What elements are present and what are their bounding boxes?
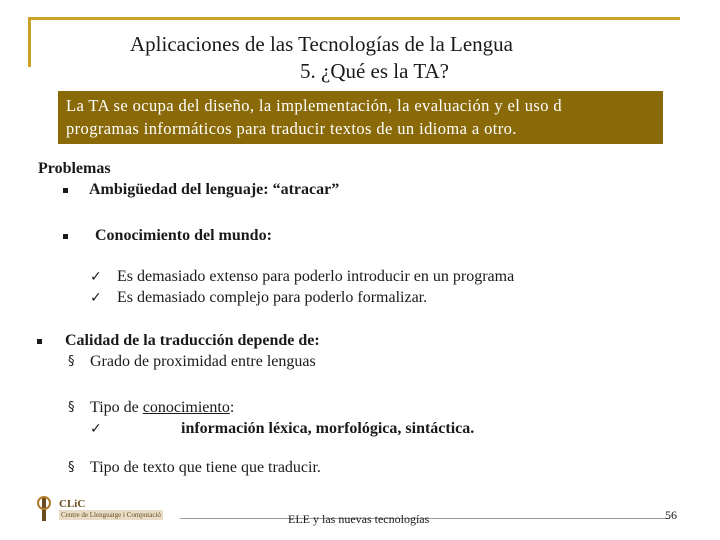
factor-knowledge-suffix: : — [229, 399, 235, 416]
problem-world-knowledge: Conocimiento del mundo: — [95, 227, 272, 244]
frame-top-line — [28, 17, 680, 20]
square-bullet-icon — [63, 188, 68, 193]
slide-title: Aplicaciones de las Tecnologías de la Lengua — [130, 32, 514, 56]
world-knowledge-point-1: Es demasiado extenso para poderlo introducir en un programa — [117, 268, 515, 285]
factor-knowledge-link: conocimiento — [142, 399, 230, 416]
checkmark-icon: ✓ — [90, 269, 102, 285]
section-bullet-icon: § — [68, 400, 75, 415]
factor-knowledge-prefix: Tipo de — [90, 399, 143, 416]
section-bullet-icon: § — [68, 354, 75, 369]
problem-ambiguity: Ambigüedad del lenguaje: “atracar” — [89, 181, 340, 198]
frame-left-line — [28, 17, 31, 67]
factor-proximity: Grado de proximidad entre lenguas — [90, 353, 316, 370]
page-number: 56 — [665, 508, 677, 522]
logo-subtitle: Centre de Llenguatge i Computació — [61, 511, 161, 519]
checkmark-icon: ✓ — [90, 421, 102, 437]
quality-heading: Calidad de la traducción depende de: — [65, 332, 320, 349]
definition-line-2: programas informáticos para traducir textos de un idioma a otro. — [66, 119, 517, 138]
logo-mark-icon — [32, 495, 56, 523]
factor-knowledge-type — [90, 398, 234, 418]
factor-text-type: Tipo de texto que tiene que traducir. — [90, 459, 321, 476]
knowledge-types-detail: información léxica, morfológica, sintáctica. — [181, 420, 475, 437]
definition-line-1: La TA se ocupa del diseño, la implementación, la evaluación y el uso d — [66, 96, 563, 115]
square-bullet-icon — [37, 339, 42, 344]
checkmark-icon: ✓ — [90, 290, 102, 306]
section-bullet-icon: § — [68, 460, 75, 475]
world-knowledge-point-2: Es demasiado complejo para poderlo formalizar. — [117, 289, 428, 306]
footer-text: ELE y las nuevas tecnologías — [288, 512, 430, 526]
problems-heading: Problemas — [38, 160, 111, 177]
definition-box — [58, 91, 663, 144]
slide-subtitle: 5. ¿Qué es la TA? — [300, 59, 449, 83]
clic-logo — [32, 494, 182, 524]
square-bullet-icon — [63, 234, 68, 239]
logo-title: CLiC — [59, 498, 86, 510]
